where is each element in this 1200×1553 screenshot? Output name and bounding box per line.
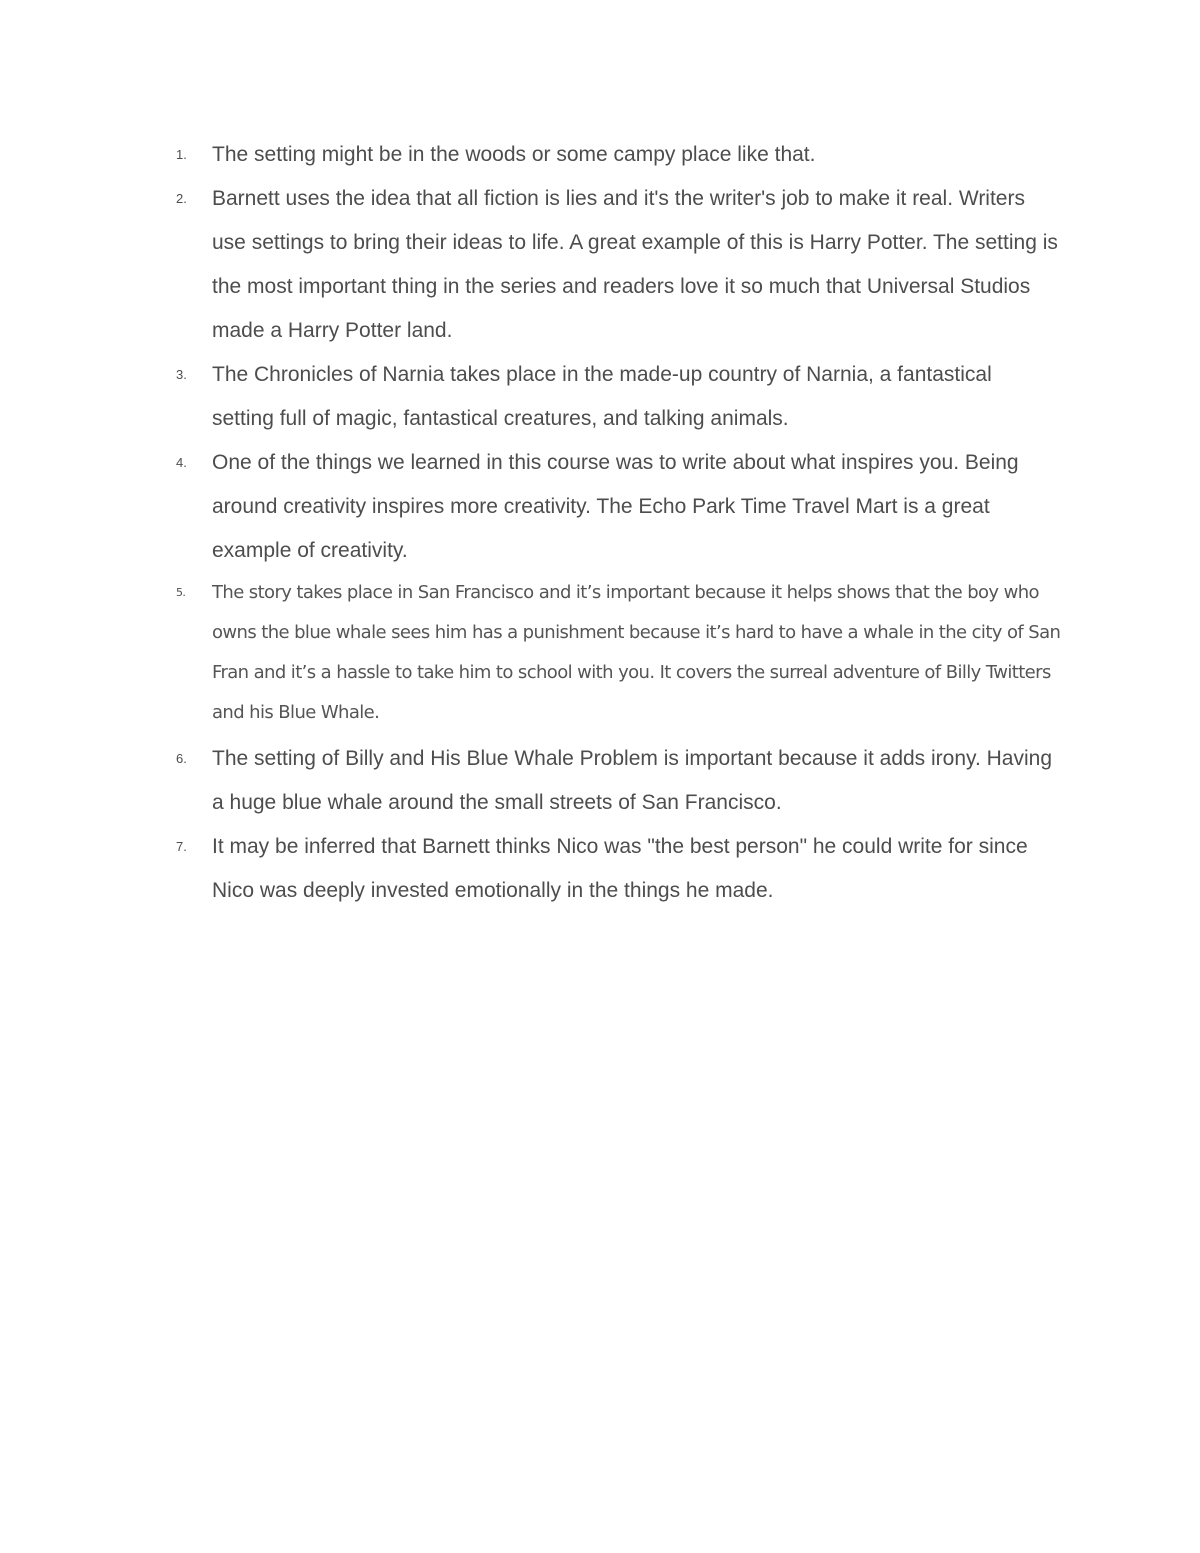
list-item-text: The setting of Billy and His Blue Whale Problem is important because it adds irony. Having a huge blue whale around the small streets of San Francisco. <box>212 747 1053 814</box>
list-item-number: 2. <box>176 191 187 206</box>
list-item <box>172 737 1072 825</box>
list-item <box>172 825 1072 913</box>
list-item-text: Barnett uses the idea that all fiction is lies and it's the writer's job to make it real. Writers use settings to bring their ideas to life. A great example of this is Harry Potter. The setting is the most important thing in the series and readers love it so much that Universal Studios made a Harry Potter land. <box>212 187 1058 342</box>
list-item-text: One of the things we learned in this course was to write about what inspires you. Being around creativity inspires more creativity. The Echo Park Time Travel Mart is a great example of creativity. <box>212 451 1019 562</box>
list-item <box>172 353 1072 441</box>
list-item-text: The Chronicles of Narnia takes place in the made-up country of Narnia, a fantastical setting full of magic, fantastical creatures, and talking animals. <box>212 363 992 430</box>
list-item-number: 5. <box>176 586 186 599</box>
list-item-number: 1. <box>176 147 187 162</box>
list-item <box>172 573 1072 733</box>
list-item-number: 7. <box>176 839 187 854</box>
list-item-number: 3. <box>176 367 187 382</box>
list-item <box>172 441 1072 573</box>
list-item <box>172 133 1072 177</box>
list-item-text: The story takes place in San Francisco and it’s important because it helps shows that the boy who owns the blue whale sees him has a punishment because it’s hard to have a whale in the city of San Fran and it’s a hassle to take him to school with you. It covers the surreal adventure of Billy Twitters and his Blue Whale. <box>212 582 1061 723</box>
list-item <box>172 177 1072 353</box>
list-item-text: The setting might be in the woods or some campy place like that. <box>212 143 816 166</box>
answer-list <box>172 133 1072 913</box>
list-item-text: It may be inferred that Barnett thinks Nico was "the best person" he could write for since Nico was deeply invested emotionally in the things he made. <box>212 835 1028 902</box>
list-item-number: 4. <box>176 455 187 470</box>
list-item-number: 6. <box>176 751 187 766</box>
